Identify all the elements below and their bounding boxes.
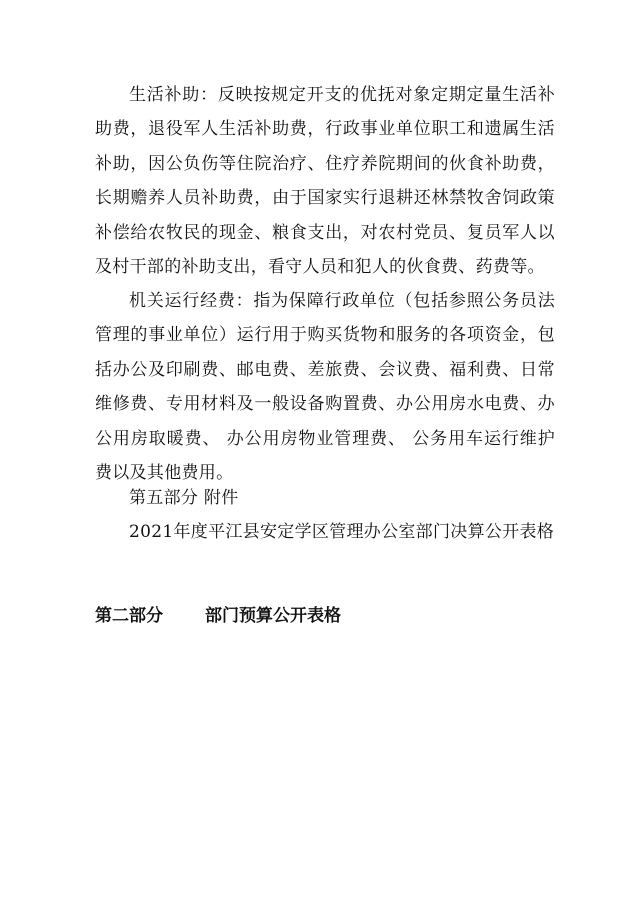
section-heading-title: 部门预算公开表格: [205, 606, 341, 626]
operating-expenses-paragraph: 机关运行经费：指为保障行政单位（包括参照公务员法管理的事业单位）运行用于购买货物和服务的各项资金，包括办公及印刷费、邮电费、差旅费、会议费、福利费、日常维修费、专用材料及一般设备购置费、办公用房水电费、办公用房取暖费、 办公用房物业管理费、 公务用车运行维护费以及其他费用。: [95, 291, 555, 484]
attachment-title-paragraph: 2021年度平江县安定学区管理办公室部门决算公开表格: [129, 522, 555, 542]
section-heading: [95, 603, 341, 629]
part-five-attachment-line: 第五部分 附件: [129, 488, 239, 508]
section-heading-part-label: 第二部分: [95, 606, 163, 626]
living-subsidy-paragraph: 生活补助：反映按规定开支的优抚对象定期定量生活补助费，退役军人生活补助费，行政事业单位职工和遗属生活补助，因公负伤等住院治疗、住疗养院期间的伙食补助费，长期赡养人员补助费，由于国家实行退耕还林禁牧舍饲政策补偿给农牧民的现金、粮食支出，对农村党员、复员军人以及村干部的补助支出，看守人员和犯人的伙食费、药费等。: [95, 85, 555, 278]
